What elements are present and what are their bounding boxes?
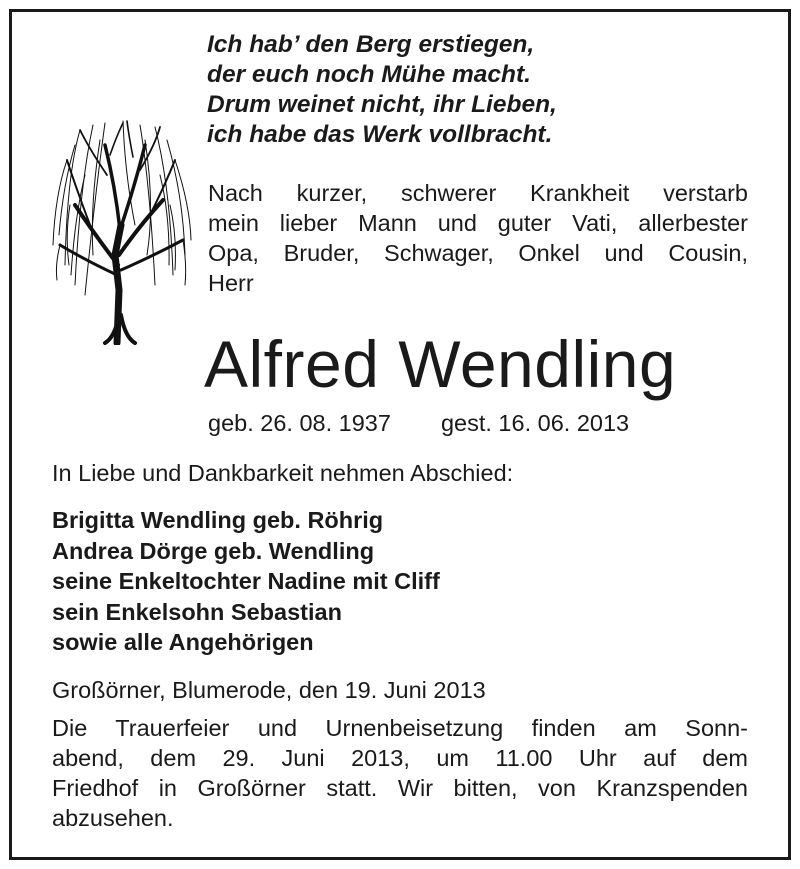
willow-tree-icon: [45, 115, 195, 345]
poem-line: der euch noch Mühe macht.: [207, 61, 531, 88]
death-date: gest. 16. 06. 2013: [440, 410, 630, 436]
intro-line: Herr: [208, 270, 254, 296]
intro-line: mein lieber Mann und guter Vati, allerbester: [208, 210, 748, 236]
intro-line: Nach kurzer, schwerer Krankheit verstarb: [208, 180, 748, 206]
notice-line: abend, dem 29. Juni 2013, um 11.00 Uhr auf dem: [52, 745, 748, 771]
mourner-name: Andrea Dörge geb. Wendling: [52, 537, 375, 564]
intro-line: Opa, Bruder, Schwager, Onkel und Cousin,: [208, 240, 748, 266]
poem: [207, 30, 557, 150]
notice-line: Friedhof in Großörner statt. Wir bitten, von Kranzspenden: [52, 775, 748, 801]
funeral-notice: [52, 713, 748, 833]
notice-line: abzusehen.: [52, 805, 174, 831]
intro-text: [208, 178, 748, 298]
birth-date: geb. 26. 08. 1937: [208, 410, 391, 436]
mourner-name: sein Enkelsohn Sebastian: [52, 598, 342, 625]
poem-line: Drum weinet nicht, ihr Lieben,: [207, 91, 557, 118]
farewell-line: In Liebe und Dankbarkeit nehmen Abschied:: [52, 460, 514, 486]
notice-line: Die Trauerfeier und Urnenbeisetzung finden am Sonn-: [52, 715, 748, 741]
mourner-name: Brigitta Wendling geb. Röhrig: [52, 507, 384, 533]
poem-line: ich habe das Werk vollbracht.: [207, 121, 553, 148]
mourners-list: [52, 505, 440, 658]
poem-line: Ich hab’ den Berg erstiegen,: [207, 31, 535, 58]
mourner-name: seine Enkeltochter Nadine mit Cliff: [52, 568, 440, 594]
deceased-name: Alfred Wendling: [204, 327, 677, 401]
place-date: Großörner, Blumerode, den 19. Juni 2013: [52, 677, 486, 703]
mourner-name: sowie alle Angehörigen: [52, 629, 314, 655]
life-dates: [208, 410, 629, 437]
